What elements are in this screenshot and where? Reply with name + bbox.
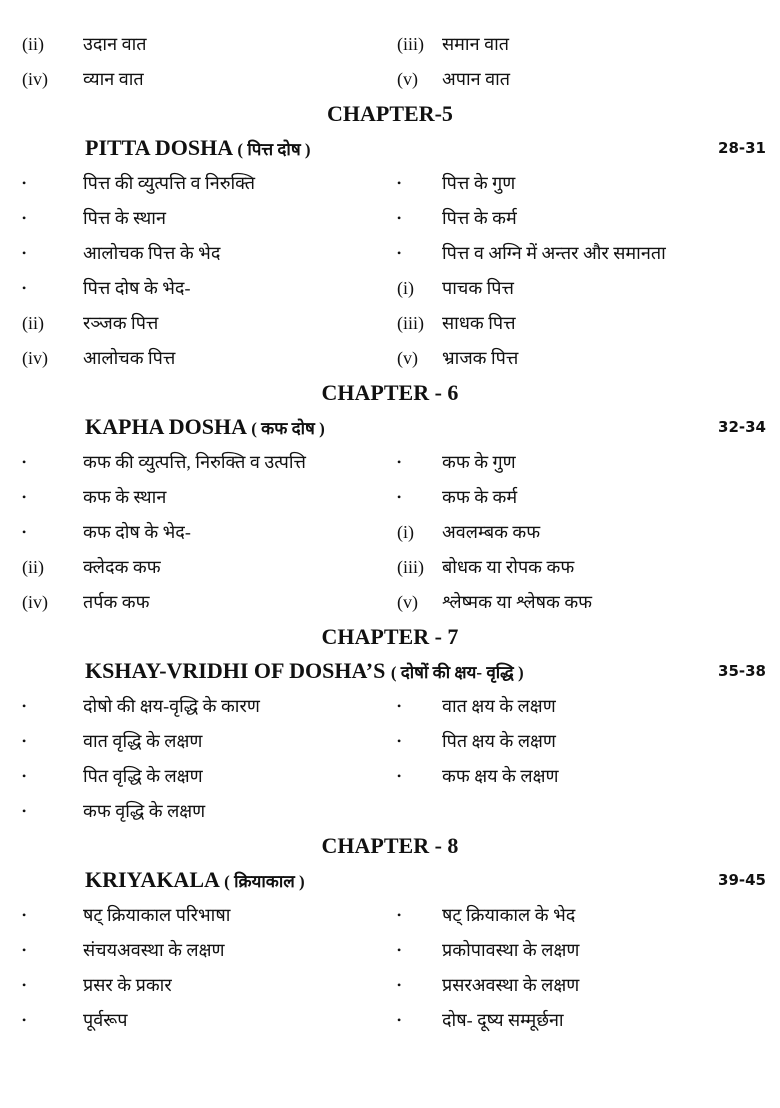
list-marker: (v)	[397, 69, 418, 89]
bullet-icon: •	[397, 455, 402, 469]
list-item-text: आलोचक पित्त के भेद	[83, 243, 221, 263]
list-item-text: पित्त के गुण	[442, 173, 516, 193]
list-item-text: पित्त दोष के भेद-	[83, 278, 191, 298]
bullet-icon: •	[22, 455, 27, 469]
bullet-icon: •	[397, 978, 402, 992]
list-item-text: वात वृद्धि के लक्षण	[83, 731, 203, 751]
list-item-text: अवलम्बक कफ	[442, 522, 541, 542]
list-item-text: पित वृद्धि के लक्षण	[83, 766, 203, 786]
bullet-icon: •	[22, 769, 27, 783]
list-row	[0, 794, 780, 829]
bullet-icon: •	[397, 1013, 402, 1027]
list-item-text: कफ वृद्धि के लक्षण	[83, 801, 206, 821]
chapter-heading: CHAPTER-5	[327, 101, 453, 126]
chapter-title	[85, 862, 305, 900]
bullet-icon: •	[22, 246, 27, 260]
chapter-title-english: KSHAY-VRIDHI OF DOSHA’S	[85, 658, 386, 683]
list-row	[0, 62, 780, 97]
chapter-title-hindi: ( पित्त दोष )	[237, 140, 311, 159]
list-item-text: व्यान वात	[83, 69, 144, 89]
list-item-text: पित्त व अग्नि में अन्तर और समानता	[442, 243, 666, 263]
list-marker: (i)	[397, 522, 414, 542]
list-marker: (iv)	[22, 348, 48, 368]
list-item-text: प्रसरअवस्था के लक्षण	[442, 975, 580, 995]
chapter-title-english: PITTA DOSHA	[85, 135, 232, 160]
bullet-icon: •	[22, 490, 27, 504]
list-row	[0, 201, 780, 236]
list-row	[0, 480, 780, 515]
list-marker: (v)	[397, 348, 418, 368]
bullet-icon: •	[397, 943, 402, 957]
bullet-icon: •	[22, 943, 27, 957]
list-row	[0, 689, 780, 724]
chapter-heading: CHAPTER - 8	[321, 833, 459, 858]
chapter-heading: CHAPTER - 6	[321, 380, 459, 405]
list-row	[0, 445, 780, 480]
page-range: 35-38	[718, 662, 766, 680]
bullet-icon: •	[397, 769, 402, 783]
list-item-text: रञ्जक पित्त	[83, 313, 159, 333]
list-row	[0, 724, 780, 759]
chapter-title-row	[0, 130, 780, 166]
bullet-icon: •	[397, 176, 402, 190]
list-item-text: षट् क्रियाकाल परिभाषा	[83, 905, 231, 925]
list-marker: (ii)	[22, 557, 44, 577]
list-row	[0, 27, 780, 62]
bullet-icon: •	[22, 1013, 27, 1027]
list-item-text: कफ के कर्म	[442, 487, 518, 507]
list-item-text: कफ के स्थान	[83, 487, 167, 507]
list-item-text: पित क्षय के लक्षण	[442, 731, 556, 751]
list-row	[0, 1003, 780, 1038]
list-row	[0, 515, 780, 550]
chapter-title-row	[0, 409, 780, 445]
table-of-contents	[0, 27, 780, 1038]
bullet-icon: •	[22, 699, 27, 713]
list-marker: (v)	[397, 592, 418, 612]
list-item-text: तर्पक कफ	[83, 592, 150, 612]
chapter-title	[85, 653, 524, 691]
list-item-text: पूर्वरूप	[83, 1010, 128, 1030]
list-item-text: कफ दोष के भेद-	[83, 522, 191, 542]
list-item-text: समान वात	[442, 34, 510, 54]
list-marker: (i)	[397, 278, 414, 298]
chapter-title-english: KAPHA DOSHA	[85, 414, 246, 439]
list-marker: (iv)	[22, 592, 48, 612]
list-item-text: कफ के गुण	[442, 452, 516, 472]
bullet-icon: •	[397, 734, 402, 748]
page-range: 32-34	[718, 418, 766, 436]
list-item-text: अपान वात	[442, 69, 511, 89]
bullet-icon: •	[397, 490, 402, 504]
list-item-text: प्रसर के प्रकार	[83, 975, 172, 995]
list-row	[0, 306, 780, 341]
bullet-icon: •	[22, 211, 27, 225]
chapter-title-row	[0, 862, 780, 898]
list-item-text: साधक पित्त	[442, 313, 516, 333]
list-item-text: बोधक या रोपक कफ	[442, 557, 575, 577]
list-row	[0, 585, 780, 620]
list-marker: (ii)	[22, 313, 44, 333]
list-row	[0, 166, 780, 201]
list-row	[0, 341, 780, 376]
bullet-icon: •	[397, 211, 402, 225]
list-item-text: पित्त के स्थान	[83, 208, 166, 228]
bullet-icon: •	[22, 804, 27, 818]
list-marker: (iii)	[397, 34, 424, 54]
bullet-icon: •	[397, 699, 402, 713]
list-row	[0, 898, 780, 933]
bullet-icon: •	[22, 176, 27, 190]
list-item-text: प्रकोपावस्था के लक्षण	[442, 940, 580, 960]
bullet-icon: •	[22, 978, 27, 992]
list-item-text: पित्त की व्युत्पत्ति व निरुक्ति	[83, 173, 256, 193]
bullet-icon: •	[22, 734, 27, 748]
list-item-text: दोषो की क्षय-वृद्धि के कारण	[83, 696, 260, 716]
chapter-title	[85, 130, 311, 168]
list-item-text: दोष- दूष्य सम्मूर्छना	[442, 1010, 564, 1030]
list-row	[0, 550, 780, 585]
list-item-text: षट् क्रियाकाल के भेद	[442, 905, 576, 925]
list-item-text: वात क्षय के लक्षण	[442, 696, 556, 716]
page-range: 28-31	[718, 139, 766, 157]
list-marker: (iii)	[397, 313, 424, 333]
chapter-title-hindi: ( क्रियाकाल )	[224, 872, 305, 891]
list-item-text: संचयअवस्था के लक्षण	[83, 940, 225, 960]
list-item-text: श्लेष्मक या श्लेषक कफ	[442, 592, 593, 612]
bullet-icon: •	[22, 281, 27, 295]
bullet-icon: •	[22, 525, 27, 539]
chapter-title-hindi: ( दोषों की क्षय- वृद्धि )	[390, 663, 524, 682]
chapter-title-english: KRIYAKALA	[85, 867, 219, 892]
list-marker: (ii)	[22, 34, 44, 54]
list-row	[0, 236, 780, 271]
list-row	[0, 968, 780, 1003]
list-row	[0, 271, 780, 306]
chapter-title	[85, 409, 325, 447]
list-item-text: कफ क्षय के लक्षण	[442, 766, 559, 786]
list-item-text: पित्त के कर्म	[442, 208, 517, 228]
chapter-heading: CHAPTER - 7	[321, 624, 459, 649]
list-row	[0, 759, 780, 794]
list-item-text: उदान वात	[83, 34, 147, 54]
list-item-text: पाचक पित्त	[442, 278, 514, 298]
bullet-icon: •	[22, 908, 27, 922]
list-marker: (iv)	[22, 69, 48, 89]
list-item-text: कफ की व्युत्पत्ति, निरुक्ति व उत्पत्ति	[83, 452, 306, 472]
chapter-title-row	[0, 653, 780, 689]
list-item-text: आलोचक पित्त	[83, 348, 176, 368]
page-range: 39-45	[718, 871, 766, 889]
bullet-icon: •	[397, 246, 402, 260]
list-marker: (iii)	[397, 557, 424, 577]
list-item-text: क्लेदक कफ	[83, 557, 161, 577]
list-row	[0, 933, 780, 968]
list-item-text: भ्राजक पित्त	[442, 348, 519, 368]
bullet-icon: •	[397, 908, 402, 922]
chapter-title-hindi: ( कफ दोष )	[251, 419, 325, 438]
